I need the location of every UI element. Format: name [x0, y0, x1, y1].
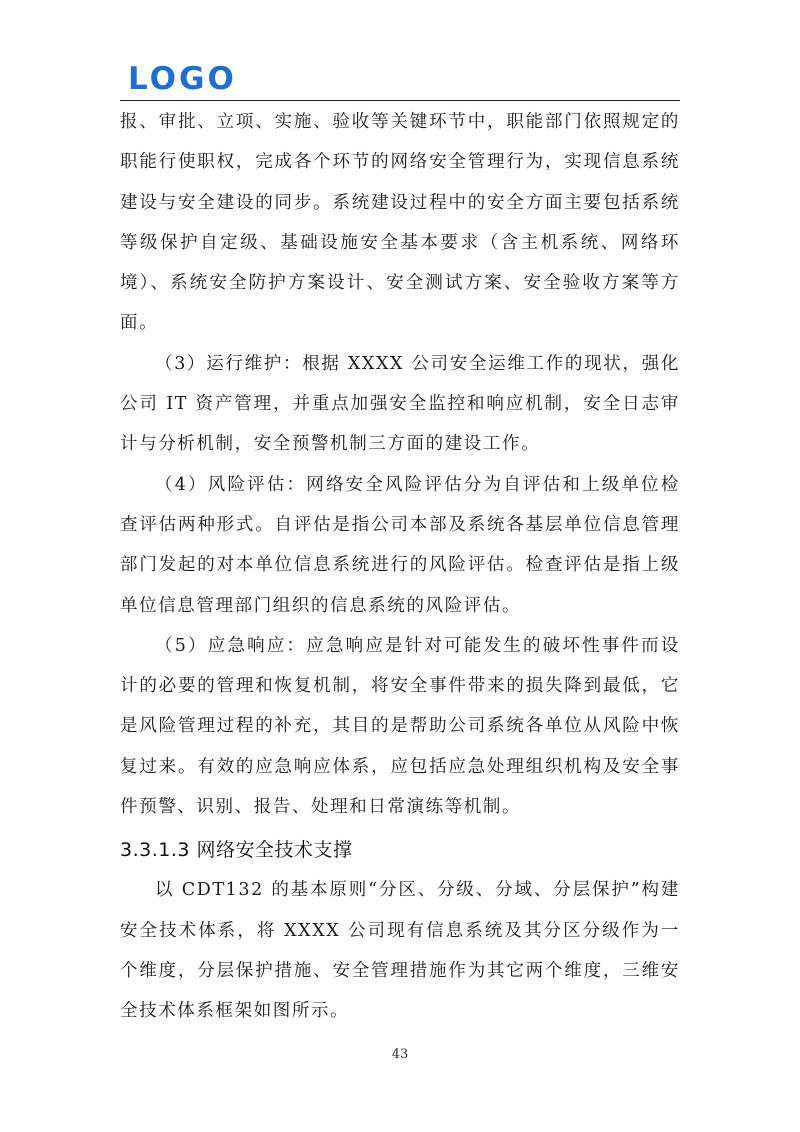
paragraph-operation-maintenance: （3）运行维护：根据 XXXX 公司安全运维工作的现状，强化公司 IT 资产管理，并重点加强安全监控和响应机制，安全日志审计与分析机制，安全预警机制三方面的建设工作。	[120, 353, 680, 455]
logo: LOGO	[128, 61, 237, 97]
paragraph-risk-assessment: （4）风险评估：网络安全风险评估分为自评估和上级单位检查评估两种形式。自评估是指公司本部及系统各基层单位信息管理部门发起的对本单位信息系统进行的风险评估。检查评估是指上级单位信息管理部门组织的信息系统的风险评估。	[120, 474, 680, 616]
document-body	[120, 102, 680, 1032]
page-header	[120, 62, 680, 101]
paragraph-continued: 报、审批、立项、实施、验收等关键环节中，职能部门依照规定的职能行使职权，完成各个环节的网络安全管理行为，实现信息系统建设与安全建设的同步。系统建设过程中的安全方面主要包括系统等级保护自定级、基础设施安全基本要求（含主机系统、网络环境）、系统安全防护方案设计、安全测试方案、安全验收方案等方面。	[120, 112, 680, 334]
page-number: 43	[391, 1047, 409, 1062]
paragraph-technical-support: 以 CDT132 的基本原则“分区、分级、分域、分层保护”构建安全技术体系，将 XXXX 公司现有信息系统及其分区分级作为一个维度，分层保护措施、安全管理措施作为其它两个维度，三维安全技术体系框架如图所示。	[120, 880, 680, 1022]
section-heading: 3.3.1.3 网络安全技术支撑	[120, 839, 353, 862]
paragraph-emergency-response: （5）应急响应：应急响应是针对可能发生的破坏性事件而设计的必要的管理和恢复机制，将安全事件带来的损失降到最低，它是风险管理过程的补充，其目的是帮助公司系统各单位从风险中恢复过来。有效的应急响应体系，应包括应急处理组织机构及安全事件预警、识别、报告、处理和日常演练等机制。	[120, 635, 680, 818]
